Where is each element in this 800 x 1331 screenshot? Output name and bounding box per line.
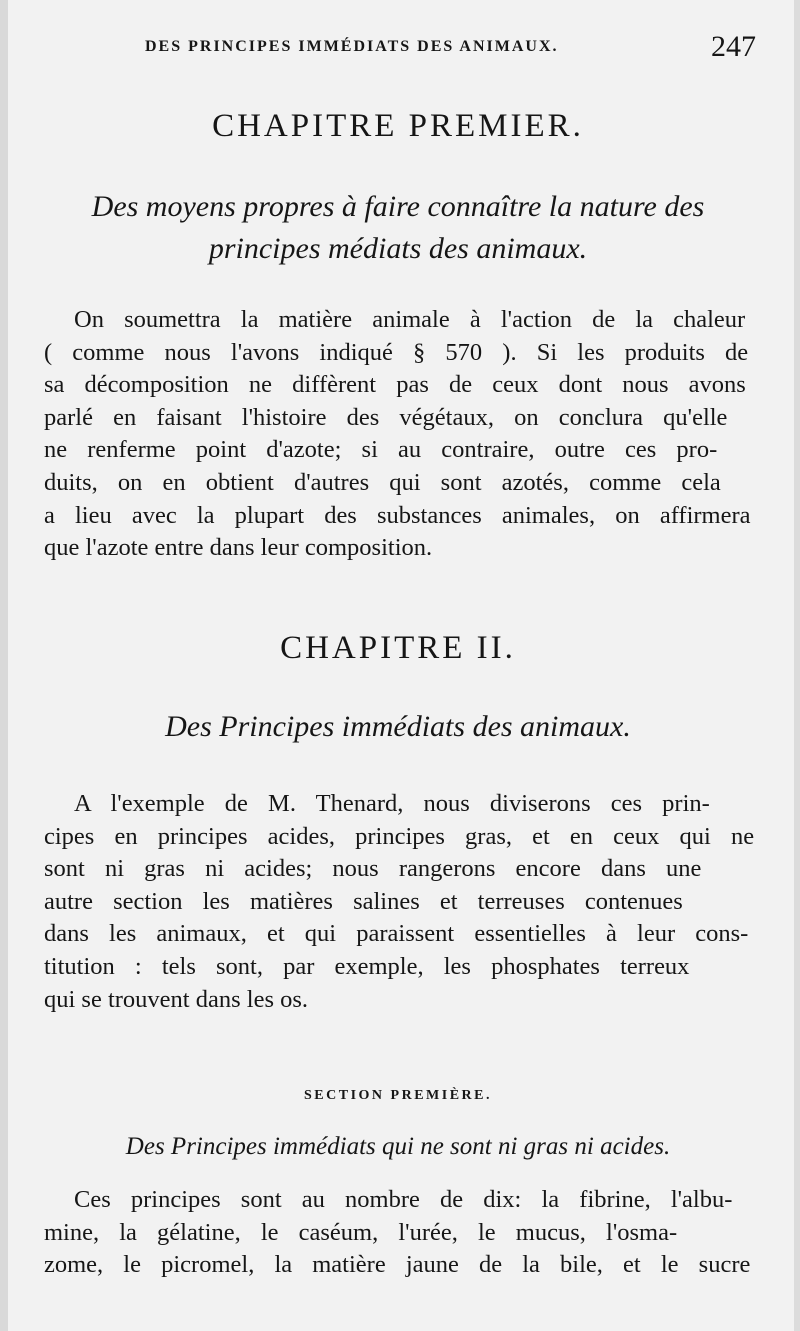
running-head-title: DES PRINCIPES IMMÉDIATS DES ANIMAUX.: [145, 38, 559, 55]
paragraph-line: On soumettra la matière animale à l'action de la chaleur: [74, 306, 746, 333]
paragraph-line: A l'exemple de M. Thenard, nous diviserons ces prin-: [74, 790, 710, 817]
chapter-2-subtitle: Des Principes immédiats des animaux.: [165, 710, 631, 743]
paragraph-line: sa décomposition ne diffèrent pas de ceux dont nous avons: [44, 371, 746, 399]
chapter-2-paragraph: [44, 788, 754, 1016]
paragraph-line: duits, on en obtient d'autres qui sont azotés, comme cela: [44, 468, 721, 496]
running-head: [40, 30, 756, 70]
section-1-subtitle: Des Principes immédiats qui ne sont ni gras ni acides.: [125, 1133, 671, 1160]
chapter-1-subtitle-line: principes médiats des animaux.: [208, 232, 588, 265]
page-number: 247: [711, 30, 756, 63]
paragraph-line: autre section les matières salines et terreuses contenues: [44, 887, 683, 915]
section-1-paragraph: [44, 1184, 754, 1282]
paragraph-line: titution : tels sont, par exemple, les phosphates terreux: [44, 952, 690, 980]
paragraph-line: ne renferme point d'azote; si au contraire, outre ces pro-: [44, 436, 718, 464]
paragraph-line: que l'azote entre dans leur composition.: [44, 534, 433, 562]
paragraph-line: dans les animaux, et qui paraissent essentielles à leur cons-: [44, 920, 749, 948]
paragraph-line: cipes en principes acides, principes gras, et en ceux qui ne: [44, 822, 755, 850]
chapter-1-subtitle: [40, 186, 756, 270]
paragraph-line: parlé en faisant l'histoire des végétaux, on conclura qu'elle: [44, 403, 728, 431]
paragraph-line: sont ni gras ni acides; nous rangerons encore dans une: [44, 855, 702, 883]
chapter-2-heading: CHAPITRE II.: [280, 630, 516, 666]
page-edge-left: [0, 0, 8, 1331]
chapter-1-heading: CHAPITRE PREMIER.: [212, 108, 584, 144]
paragraph-line: a lieu avec la plupart des substances animales, on affirmera: [44, 501, 751, 529]
paragraph-line: ( comme nous l'avons indiqué § 570 ). Si les produits de: [44, 338, 749, 366]
section-1-label: SECTION PREMIÈRE.: [304, 1088, 492, 1103]
chapter-1-paragraph: [44, 304, 754, 565]
paragraph-line: qui se trouvent dans les os.: [44, 985, 309, 1013]
paragraph-line: Ces principes sont au nombre de dix: la fibrine, l'albu-: [74, 1186, 733, 1213]
page-edge-right: [794, 0, 800, 1331]
chapter-1-subtitle-line: Des moyens propres à faire connaître la nature des: [91, 190, 705, 223]
paragraph-line: mine, la gélatine, le caséum, l'urée, le mucus, l'osma-: [44, 1218, 678, 1246]
paragraph-line: zome, le picromel, la matière jaune de la bile, et le sucre: [44, 1251, 751, 1279]
